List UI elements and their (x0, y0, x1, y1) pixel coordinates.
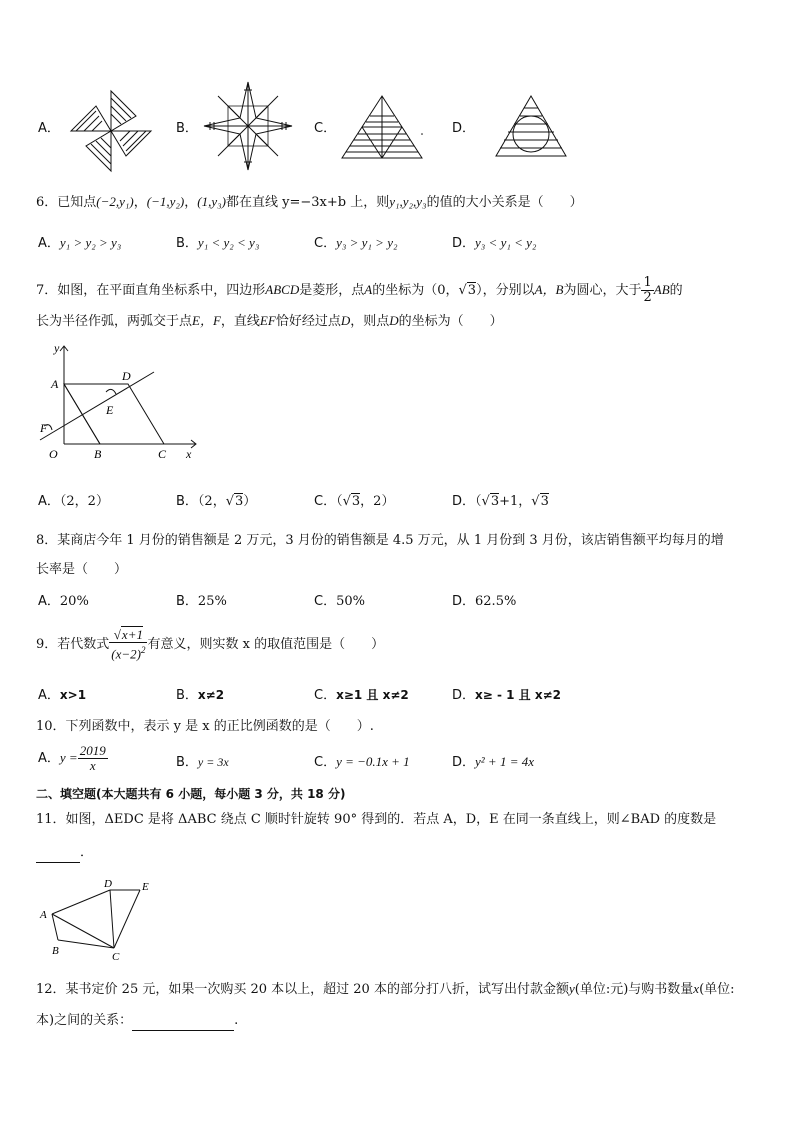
q6-stem-pre: 6．已知点 (36, 195, 97, 210)
q12-stem-line1 (36, 980, 735, 999)
option-math: y₃ > y₁ > y₂ (336, 235, 398, 250)
q9-text: 有意义，则实数 x 的取值范围是（ ） (147, 637, 385, 653)
fraction-denominator: x (89, 758, 96, 773)
q5-option-c-label: C． (314, 121, 337, 136)
label-f: F (40, 421, 48, 435)
option-letter: C． (314, 594, 337, 609)
option-text: （2， (197, 494, 226, 509)
option-letter: C． (314, 688, 337, 703)
option-sqrt: 3 (490, 494, 500, 509)
q5-option-a-label: A． (38, 121, 60, 136)
q7-sqrt: 3 (467, 283, 477, 298)
q7-option-b: B．（2，√3） (176, 494, 257, 509)
q7-text: 的坐标为（ ） (398, 314, 503, 329)
q7-option-c: C．（√3，2） (314, 494, 395, 509)
q10-stem: 10．下列函数中，表示 y 是 x 的正比例函数的是（ ）. (36, 719, 374, 734)
option-text: +1， (499, 494, 532, 509)
q10-option-c (314, 753, 410, 772)
q5-option-a-pinwheel-figure (66, 88, 156, 174)
fraction-numerator: 1 (643, 275, 652, 290)
q9-stem (36, 628, 384, 661)
q6-option-a (38, 234, 121, 253)
option-letter: B． (176, 236, 198, 251)
arc-e (106, 389, 116, 394)
q9-denominator: (x−2) (111, 646, 141, 662)
option-math: y = (59, 750, 78, 765)
option-letter: B． (176, 688, 198, 703)
label-c: C (158, 447, 167, 461)
q6-sep: ， (133, 195, 147, 210)
fraction-numerator: 2019 (79, 743, 106, 758)
rhombus-abcd (64, 384, 164, 444)
q7-math: AB (653, 282, 670, 297)
option-letter: B． (176, 594, 198, 609)
q6-point-1: (−2,y₁) (96, 194, 134, 209)
option-math: y₁ < y₂ < y₃ (197, 235, 260, 250)
option-letter: D． (452, 236, 476, 251)
q10-option-b (176, 753, 229, 772)
q8-option-a (38, 593, 89, 611)
answer-blank[interactable] (132, 1012, 234, 1031)
q12-stem-line2 (36, 1012, 238, 1031)
label-c: C (112, 951, 120, 963)
option-sqrt: 3 (235, 494, 244, 509)
label-e: E (142, 881, 149, 893)
option-text: （ (336, 494, 343, 509)
label-x: x (186, 447, 192, 461)
q7-math: D (389, 313, 399, 328)
label-a: A (51, 377, 59, 391)
option-text: ，2） (360, 494, 395, 509)
option-sqrt: 3 (540, 494, 549, 509)
q8-stem-line1: 8．某商店今年 1 月份的销售额是 2 万元，3 月份的销售额是 4.5 万元，从 1 月份到 3 月份，该店销售额平均每月的增 (36, 533, 724, 548)
q7-text: 长为半径作弧，两弧交于点 (36, 314, 193, 329)
option-letter: D． (452, 688, 476, 703)
q6-vars: y₁,y₂,y₃ (389, 194, 427, 209)
label-b: B (52, 945, 59, 957)
q7-option-d: D．（√3+1，√3 (452, 494, 549, 509)
q5-option-b-compass-star-figure (202, 80, 294, 172)
label-a: A (40, 909, 47, 921)
option-text: x≥1 且 x≠2 (336, 688, 409, 702)
q7-text: 是菱形，点 (299, 283, 365, 298)
q5-option-c-triangle-figure (340, 94, 424, 160)
q12-math: x (693, 981, 700, 996)
q9-exponent: 2 (140, 645, 146, 655)
option-letter: D． (452, 594, 476, 609)
q10-fraction (78, 744, 108, 773)
option-text: 20% (59, 594, 89, 609)
q7-text: ，直线 (220, 314, 260, 329)
q7-text: 为圆心，大于 (563, 283, 642, 298)
q7-text: 的坐标为（0， (372, 283, 459, 298)
q12-text: (单位:元)与购书数量 (574, 982, 694, 997)
q6-option-b (176, 234, 259, 253)
q9-text: 9．若代数式 (36, 637, 110, 653)
option-letter: B． (176, 494, 198, 509)
q7-math: A (364, 282, 373, 297)
option-letter: A． (38, 594, 60, 609)
q7-math: D (340, 313, 351, 328)
label-o: O (49, 447, 58, 461)
option-letter: C． (314, 755, 337, 770)
q12-text: (单位: (699, 982, 735, 997)
option-math: y₃ < y₁ < y₂ (475, 235, 537, 250)
q11-stem-line2 (36, 844, 93, 863)
q12-text: 本)之间的关系： (36, 1013, 133, 1028)
q7-text: 7．如图，在平面直角坐标系中，四边形 (36, 283, 266, 298)
option-letter: C． (314, 494, 337, 509)
q6-stem-post: 的值的大小关系是（ ） (426, 195, 583, 210)
label-b: B (94, 447, 102, 461)
q7-half-fraction (641, 276, 653, 305)
q7-text: 恰好经过点 (275, 314, 341, 329)
label-d: D (104, 878, 112, 890)
option-letter: B． (176, 755, 198, 770)
fraction-denominator (109, 643, 147, 661)
option-letter: D． (452, 494, 476, 509)
option-math: y = −0.1x + 1 (336, 754, 410, 769)
q10-option-d (452, 753, 534, 772)
option-text: 25% (197, 594, 227, 609)
q5-option-b-label: B． (176, 121, 198, 136)
q9-fraction (109, 628, 147, 661)
q9-radicand: x+1 (121, 627, 143, 642)
q11-text: ． (80, 845, 94, 860)
q6-point-3: (1,y₃) (197, 194, 226, 209)
q9-option-b (176, 686, 224, 705)
q6-option-d (452, 234, 536, 253)
option-text: （ (475, 494, 482, 509)
option-letter: A． (38, 751, 60, 766)
q8-option-c (314, 593, 365, 611)
q7-math: ABCD (265, 282, 300, 297)
q9-option-d (452, 686, 561, 705)
q8-option-b (176, 593, 227, 611)
option-math: y² + 1 = 4x (475, 754, 534, 769)
option-letter: A． (38, 494, 60, 509)
q6-point-2: (−1,y₂) (146, 194, 185, 209)
option-letter: D． (452, 755, 476, 770)
q12-text: . (234, 1013, 239, 1028)
q8-stem-line2: 长率是（ ） (36, 562, 128, 577)
option-letter: A． (38, 688, 60, 703)
q5-option-d-label: D． (452, 121, 476, 136)
q7-text: ），分别以 (476, 283, 535, 298)
q7-math: E，F (192, 313, 221, 328)
option-letter: A． (38, 236, 60, 251)
label-e: E (106, 403, 114, 417)
q5-option-d-triangle-circle-figure (494, 94, 568, 158)
q7-math: EF (259, 313, 276, 328)
option-text: x≥ - 1 且 x≠2 (475, 688, 561, 702)
label-y: y (54, 341, 60, 355)
label-d: D (122, 369, 131, 383)
q7-math: A，B (534, 282, 564, 297)
q12-text: 12．某书定价 25 元，如果一次购买 20 本以上，超过 20 本的部分打八折，试写出付款金额 (36, 982, 569, 997)
q9-option-c (314, 686, 409, 705)
q8-option-d (452, 593, 516, 611)
q10-option-a (38, 744, 108, 773)
q11-stem-line1: 11．如图，ΔEDC 是将 ΔABC 绕点 C 顺时针旋转 90° 得到的．若点 A，D，E 在同一条直线上，则∠BAD 的度数是 (36, 812, 717, 827)
q7-stem-line1: 7．如图，在平面直角坐标系中，四边形ABCD是菱形，点A的坐标为（0，√3），分别以A，B为圆心，大于 $\frac{1}{2}$ AB的 (36, 275, 683, 305)
option-text: 62.5% (475, 594, 517, 609)
section-heading: 二、填空题(本大题共有 6 小题，每小题 3 分，共 18 分) (36, 787, 346, 801)
option-math: y₁ > y₂ > y₃ (59, 235, 122, 250)
q7-stem-line2 (36, 312, 503, 331)
q7-option-a (38, 493, 109, 511)
option-text: x>1 (59, 688, 87, 702)
option-text: x≠2 (197, 688, 225, 702)
option-math: y = 3x (197, 755, 229, 769)
fraction-denominator: 2 (643, 290, 652, 305)
q7-text: 的 (669, 283, 683, 298)
q6-option-c (314, 234, 398, 253)
fraction-numerator: √x+1 (109, 628, 147, 643)
option-text: （2，2） (59, 494, 109, 509)
q7-text: ，则点 (350, 314, 390, 329)
option-sqrt: 3 (351, 494, 361, 509)
q9-option-a (38, 686, 86, 705)
q7-rhombus-coordinate-figure (36, 340, 206, 466)
answer-blank[interactable] (36, 844, 80, 863)
q12-math: y (568, 981, 575, 996)
option-text: ） (243, 494, 257, 509)
q6-stem (36, 193, 583, 212)
q6-sep: ， (184, 195, 198, 210)
option-letter: C． (314, 236, 337, 251)
q11-rotation-triangle-figure (36, 876, 166, 964)
q6-stem-mid: 都在直线 y=−3x+b 上，则 (225, 195, 390, 210)
option-text: 50% (336, 594, 365, 609)
